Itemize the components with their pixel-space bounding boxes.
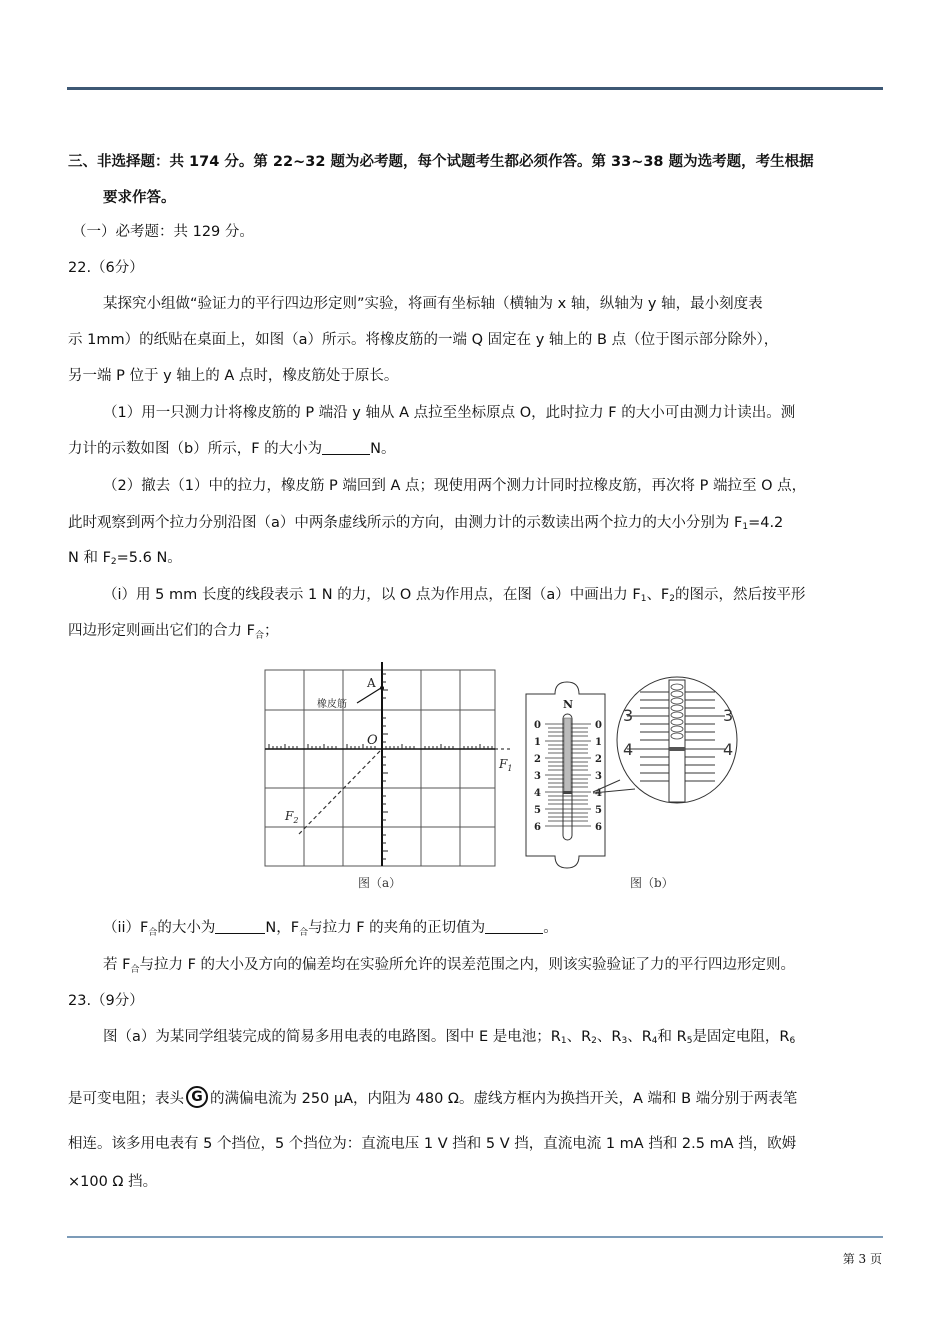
q22-part-i-1: （i）用 5 mm 长度的线段表示 1 N 的力，以 O 点为作用点，在图（a）中画出力 $F_1$、$F_2$的图示，然后按平形 [103,587,806,604]
part-ii-end: 。 [543,920,558,936]
q22-part2-1: （2）撤去（1）中的拉力，橡皮筋 P 端回到 A 点；现使用两个测力计同时拉橡皮筋，再次将 P 端拉至 O 点， [103,478,807,494]
svg-text:2: 2 [595,754,602,765]
q22-part2-3: N 和 $F_2=5.6$ N。 [68,550,182,567]
q23-number: 23.（9分） [68,993,144,1009]
subscript-he: 合 [254,631,264,641]
part-i-sep: 、F [646,587,670,603]
q22-intro-2: 示 1mm）的纸贴在桌面上，如图（a）所示。将橡皮筋的一端 Q 固定在 y 轴上的 B 点（位于图示部分除外）， [68,332,779,348]
part-ii-text3: 与拉力 F 的夹角的正切值为 [308,920,486,936]
q22-part1-text: 力计的示数如图（b）所示，F 的大小为 [68,441,323,457]
q23-text2: 是可变电阻；表头 [68,1091,184,1107]
answer-blank-magnitude[interactable] [215,919,265,934]
subscript-he: 合 [299,928,309,938]
answer-blank-tangent[interactable] [485,919,543,934]
part-i-text3: 四边形定则画出它们的合力 F [68,623,255,639]
F1-value: =4.2 [748,515,784,531]
q22-part2-text: 此时观察到两个拉力分别沿图（a）中两条虚线所示的方向，由测力计的示数读出两个拉力的大小分别为 F [68,515,743,531]
answer-blank-F[interactable] [322,440,370,455]
svg-text:6: 6 [595,822,602,833]
svg-text:3: 3 [623,706,634,725]
svg-text:3: 3 [595,771,602,782]
svg-text:3: 3 [534,771,541,782]
conclusion-prefix: 若 F [103,957,131,973]
unit-N: N。 [370,441,396,457]
figure-b-caption: 图（b） [630,876,674,890]
svg-text:3: 3 [723,706,734,725]
q22-intro-3: 另一端 P 位于 y 轴上的 A 点时，橡皮筋处于原长。 [68,368,399,384]
svg-text:5: 5 [534,805,541,816]
svg-text:0: 0 [534,720,541,731]
galvanometer-icon: G [186,1086,208,1108]
label-A: A [367,676,376,690]
subscript-he: 合 [148,928,158,938]
q22-part-i-2 [68,621,278,646]
figures [255,662,734,892]
q23-text: 图（a）为某同学组装完成的简易多用电表的电路图。图中 E 是电池；R [103,1029,561,1045]
q22-part2-2: 此时观察到两个拉力分别沿图（a）中两条虚线所示的方向，由测力计的示数读出两个拉力的大小分别为 $F_1=4.2$ [68,515,784,532]
svg-text:5: 5 [595,805,602,816]
section-title: 三、非选择题：共 174 分。第 22~32 题为必考题，每个试题考生都必须作答。第 33~38 题为选考题，考生根据 [68,154,814,170]
part-i-text: （i）用 5 mm 长度的线段表示 1 N 的力，以 O 点为作用点，在图（a）中画出力 F [103,587,641,603]
svg-text:1: 1 [534,737,541,748]
part-i-end: ； [263,623,279,639]
q22-intro-1: 某探究小组做“验证力的平行四边形定则”实验，将画有坐标轴（横轴为 x 轴，纵轴为 y 轴，最小刻度表 [103,296,763,312]
part-ii-prefix: （ii）F [103,920,149,936]
part-ii-text: 的大小为 [157,920,216,936]
section-title-cont: 要求作答。 [103,190,176,206]
part-i-text2: 的图示，然后按平形 [675,587,806,603]
label-O: O [367,733,378,748]
svg-text:4: 4 [723,740,734,759]
q22-part1-2 [68,439,396,459]
header-rule [67,87,883,90]
subsection-title: （一）必考题：共 129 分。 [72,224,254,240]
F2-value: =5.6 N。 [116,550,182,566]
svg-text:1: 1 [595,737,602,748]
q23-line-1: 图（a）为某同学组装完成的简易多用电表的电路图。图中 E 是电池；$R_1$、$R_2$、$R_3$、$R_4$和 $R_5$是固定电阻，$R_6$ [103,1029,796,1046]
svg-text:4: 4 [623,740,634,759]
q23-line-2 [68,1086,797,1109]
page-number: 第 3 页 [842,1252,882,1266]
q22-number: 22.（6分） [68,260,144,276]
q23-line-4: ×100 Ω 挡。 [68,1174,158,1190]
conclusion-text: 与拉力 F 的大小及方向的偏差均在实验所允许的误差范围之内，则该实验验证了力的平行四边形定则。 [139,957,796,973]
label-rubber: 橡皮筋 [317,699,347,710]
figure-a-caption: 图（a） [358,876,402,890]
q22-part-ii [103,918,558,943]
footer-rule [67,1236,883,1238]
q22-conclusion [103,955,795,980]
svg-text:6: 6 [534,822,541,833]
q23-text3: 的满偏电流为 250 μA，内阻为 480 Ω。虚线方框内为换挡开关，A 端和 B 端分别于两表笔 [210,1091,798,1107]
figure-a-grid [255,662,734,892]
subscript-he: 合 [130,965,140,975]
svg-text:0: 0 [595,720,602,731]
q22-part2-text2: N 和 F [68,550,111,566]
q22-part1-1: （1）用一只测力计将橡皮筋的 P 端沿 y 轴从 A 点拉至坐标原点 O，此时拉力 F 的大小可由测力计读出。测 [103,405,796,421]
svg-text:2: 2 [534,754,541,765]
part-ii-text2: N，F [265,920,300,936]
label-F2: $F_2$ [285,809,299,825]
svg-text:N: N [563,698,574,711]
label-F1: $F_1$ [499,757,513,773]
svg-text:4: 4 [534,788,541,799]
svg-text:4: 4 [595,788,602,799]
q23-line-3: 相连。该多用电表有 5 个挡位，5 个挡位为：直流电压 1 V 挡和 5 V 挡，直流电流 1 mA 挡和 2.5 mA 挡，欧姆 [68,1136,797,1152]
